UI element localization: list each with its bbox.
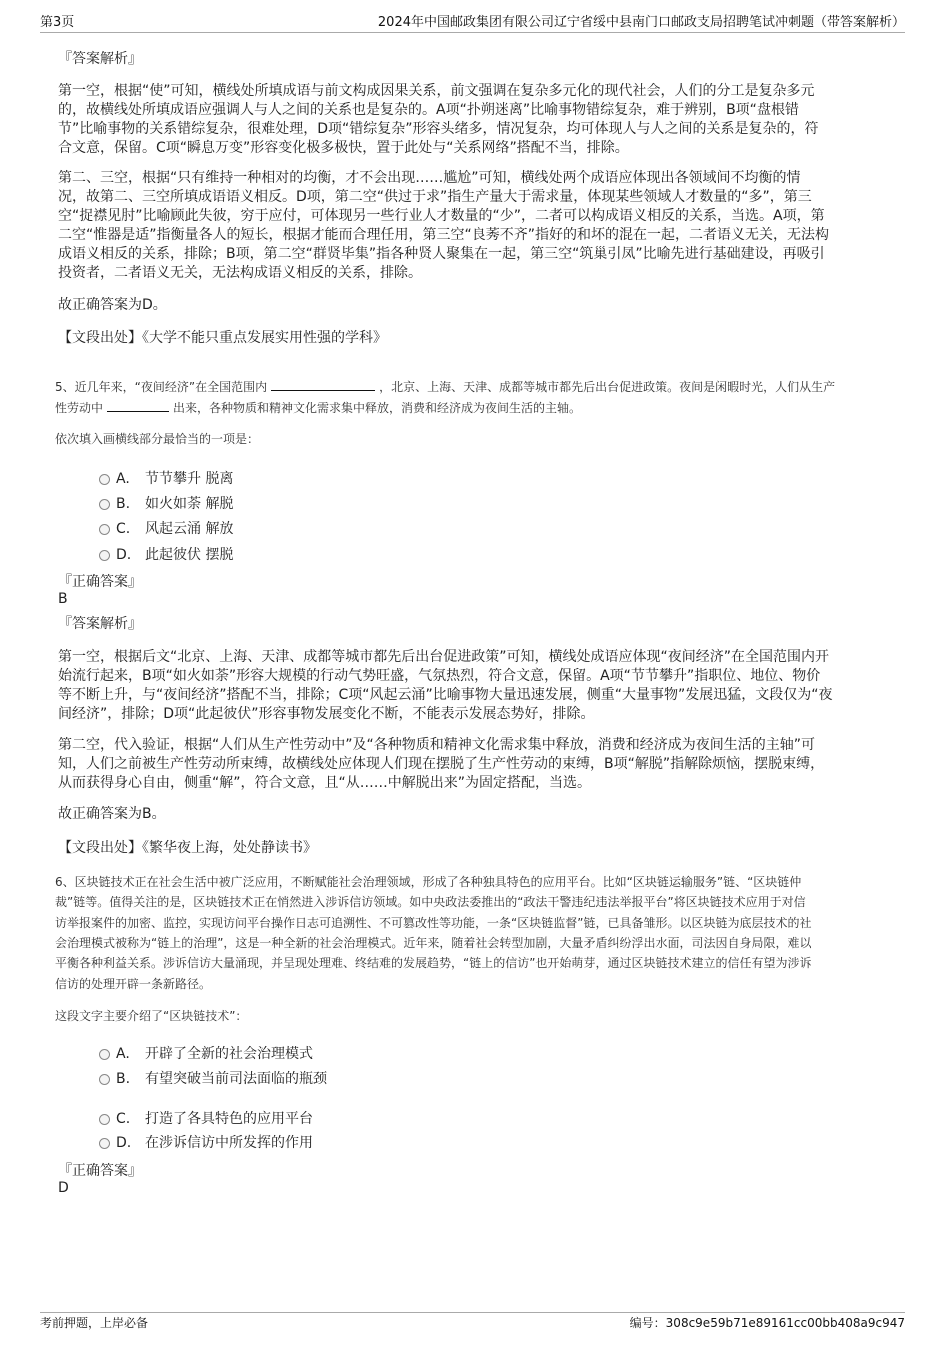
answer-label: 『正确答案』 xyxy=(58,1163,142,1179)
radio-button[interactable] xyxy=(99,524,110,535)
q5-stem-text: 出来，各种物质和精神文化需求集中释放，消费和经济成为夜间生活的主轴。 xyxy=(173,401,582,415)
fill-blank-1 xyxy=(271,378,375,391)
q5-stem-line-2 xyxy=(55,399,581,416)
q5-answer: B xyxy=(58,591,68,607)
text-line: 间经济”，排除；D项“此起彼伏”形容事物发展变化不断，不能表示发展态势好，排除。 xyxy=(58,706,595,722)
option-text: 此起彼伏 摆脱 xyxy=(145,547,234,563)
option-text: 如火如荼 解脱 xyxy=(145,496,234,512)
text-line: 知，人们之前被生产性劳动所束缚，故横线处应体现人们现在摆脱了生产性劳动的束缚，B项“解脱”指解除烦恼，摆脱束缚， xyxy=(58,756,825,772)
q6-answer: D xyxy=(58,1180,69,1196)
text-line: 信访的处理开辟一条新路径。 xyxy=(55,976,212,991)
option-key: C. xyxy=(116,1111,131,1127)
text-line: 的，故横线处所填成语应强调人与人之间的关系也是复杂的。A项“扑朔迷离”比喻事物错综复杂，难于辨别，B项“盘根错 xyxy=(58,102,799,118)
answer-option[interactable] xyxy=(116,518,233,538)
q5-stem-text: 5、近几年来，“夜间经济”在全国范围内 xyxy=(55,380,268,394)
option-text: 节节攀升 脱离 xyxy=(145,471,234,487)
radio-button[interactable] xyxy=(99,499,110,510)
option-key: D. xyxy=(116,547,132,563)
q6-prompt: 这段文字主要介绍了“区块链技术”： xyxy=(55,1009,248,1023)
text-line: 始流行起来，B项“如火如荼”形容大规模的行动气势旺盛，气氛热烈，符合文意，保留。A项“节节攀升”指职位、地位、物价 xyxy=(58,668,821,684)
text-line: 投资者，二者语义无关，无法构成语义相反的关系，排除。 xyxy=(58,265,422,281)
option-text: 有望突破当前司法面临的瓶颈 xyxy=(145,1071,327,1087)
q5-source: 【文段出处】《繁华夜上海，处处静读书》 xyxy=(58,840,317,856)
radio-button[interactable] xyxy=(99,1049,110,1060)
radio-button[interactable] xyxy=(99,1138,110,1149)
q5-conclusion: 故正确答案为B。 xyxy=(58,806,166,822)
answer-option[interactable] xyxy=(116,1108,313,1128)
radio-button[interactable] xyxy=(99,474,110,485)
header-divider xyxy=(40,32,905,33)
document-title: 2024年中国邮政集团有限公司辽宁省绥中县南门口邮政支局招聘笔试冲刺题（带答案解析） xyxy=(377,15,905,30)
answer-option[interactable] xyxy=(116,1043,313,1063)
text-line: 访举报案件的加密、监控，实现访问平台操作日志可追溯性、不可篡改性等功能，一条“区块链监督”链，已具备雏形。以区块链为底层技术的社 xyxy=(55,915,812,930)
radio-button[interactable] xyxy=(99,1074,110,1085)
analysis-label: 『答案解析』 xyxy=(58,616,142,632)
text-line: 从而获得身心自由，侧重“解”，符合文意，且“从……中解脱出来”为固定搭配，当选。 xyxy=(58,775,592,791)
analysis-label: 『答案解析』 xyxy=(58,51,142,67)
footer-divider xyxy=(40,1312,905,1313)
answer-option[interactable] xyxy=(116,1132,313,1152)
answer-option[interactable] xyxy=(116,544,233,564)
q5-stem-text: 性劳动中 xyxy=(55,401,104,415)
text-line: 况，故第二、三空所填成语语义相反。D项，第二空“供过于求”指生产量大于需求量，体现某些领域人才数量的“多”，第三 xyxy=(58,189,812,205)
text-line: 第一空，根据“使”可知，横线处所填成语与前文构成因果关系，前文强调在复杂多元化的现代社会，人们的分工是复杂多元 xyxy=(58,83,815,99)
option-key: B. xyxy=(116,1071,131,1087)
q4-source: 【文段出处】《大学不能只重点发展实用性强的学科》 xyxy=(58,330,387,346)
text-line: 节”比喻事物的关系错综复杂，很难处理，D项“错综复杂”形容头绪多，情况复杂，均可体现人与人之间的关系是复杂的，符 xyxy=(58,121,819,137)
text-line: 第二、三空，根据“只有维持一种相对的均衡，才不会出现……尴尬”可知，横线处两个成语应体现出各领域间不均衡的情 xyxy=(58,170,801,186)
option-text: 风起云涌 解放 xyxy=(145,521,234,537)
radio-button[interactable] xyxy=(99,1114,110,1125)
footer-slogan: 考前押题，上岸必备 xyxy=(40,1316,149,1330)
text-line: 第二空，代入验证，根据“人们从生产性劳动中”及“各种物质和精神文化需求集中释放，消费和经济成为夜间生活的主轴”可 xyxy=(58,737,816,753)
page-number: 第3页 xyxy=(40,15,75,30)
option-text: 打造了各具特色的应用平台 xyxy=(145,1111,313,1127)
text-line: 合文意，保留。C项“瞬息万变”形容变化极多极快，置于此处与“关系网络”搭配不当，排除。 xyxy=(58,140,629,156)
answer-option[interactable] xyxy=(116,1068,327,1088)
option-key: A. xyxy=(116,1046,130,1062)
text-line: 成语义相反的关系，排除；B项，第二空“群贤毕集”指各种贤人聚集在一起，第三空“筑巢引凤”比喻先进行基础建设，再吸引 xyxy=(58,246,825,262)
q5-stem-text: ，北京、上海、天津、成都等城市都先后出台促进政策。夜间是闲暇时光，人们从生产 xyxy=(379,380,836,394)
fill-blank-2 xyxy=(107,399,169,412)
text-line: 空“捉襟见肘”比喻顾此失彼，穷于应付，可体现另一些行业人才数量的“少”，二者可以构成语义相反的关系，当选。A项，第 xyxy=(58,208,825,224)
q4-conclusion: 故正确答案为D。 xyxy=(58,297,167,313)
radio-button[interactable] xyxy=(99,550,110,561)
answer-option[interactable] xyxy=(116,493,233,513)
option-key: A. xyxy=(116,471,130,487)
text-line: 等不断上升，与“夜间经济”搭配不当，排除；C项“风起云涌”比喻事物大量迅速发展，侧重“大量事物”发展迅猛，文段仅为“夜 xyxy=(58,687,833,703)
document-serial: 编号：308c9e59b71e89161cc00bb408a9c947 xyxy=(629,1316,905,1330)
option-text: 在涉诉信访中所发挥的作用 xyxy=(145,1135,313,1151)
text-line: 第一空，根据后文“北京、上海、天津、成都等城市都先后出台促进政策”可知，横线处成语应体现“夜间经济”在全国范围内开 xyxy=(58,649,830,665)
answer-label: 『正确答案』 xyxy=(58,574,142,590)
option-text: 开辟了全新的社会治理模式 xyxy=(145,1046,313,1062)
q5-prompt: 依次填入画横线部分最恰当的一项是： xyxy=(55,432,260,446)
text-line: 平衡各种利益关系。涉诉信访大量涌现，并呈现处理难、终结难的发展趋势，“链上的信访”也开始萌芽，通过区块链技术建立的信任有望为涉诉 xyxy=(55,956,812,971)
q5-stem-line-1 xyxy=(55,378,835,395)
text-line: 二空“惟器是适”指衡量各人的短长，根据才能而合理任用，第三空“良莠不齐”指好的和坏的混在一起，二者语义无关，无法构 xyxy=(58,227,830,243)
text-line: 6、区块链技术正在社会生活中被广泛应用，不断赋能社会治理领域，形成了各种独具特色的应用平台。比如“区块链运输服务”链、“区块链仲 xyxy=(55,875,802,889)
option-key: B. xyxy=(116,496,131,512)
option-key: C. xyxy=(116,521,131,537)
text-line: 裁”链等。值得关注的是，区块链技术正在悄然进入涉诉信访领域。如中央政法委推出的“政法干警违纪违法举报平台”将区块链技术应用于对信 xyxy=(55,895,806,910)
option-key: D. xyxy=(116,1135,132,1151)
answer-option[interactable] xyxy=(116,468,233,488)
text-line: 会治理模式被称为“链上的治理”，这是一种全新的社会治理模式。近年来，随着社会转型加剧，大量矛盾纠纷浮出水面，司法因自身局限，难以 xyxy=(55,935,812,950)
